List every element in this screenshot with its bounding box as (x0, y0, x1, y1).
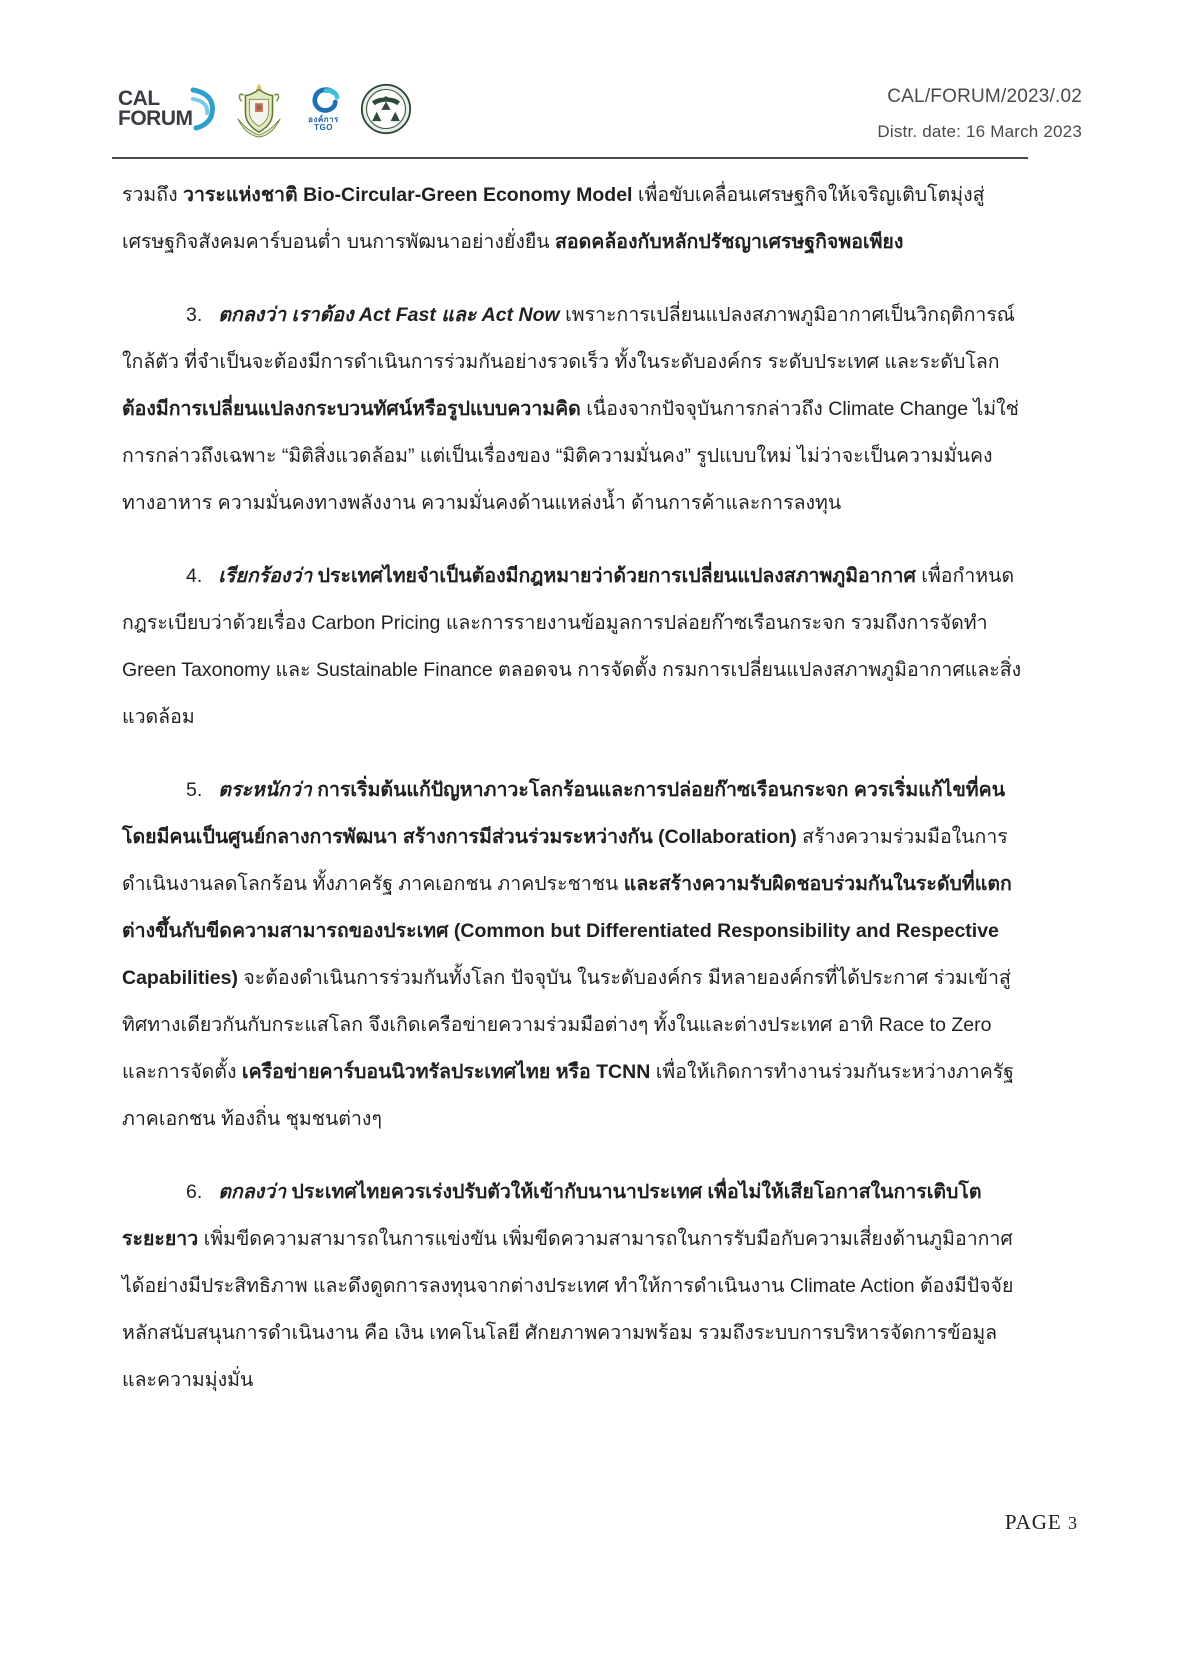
paragraph-4 (122, 553, 1022, 741)
tgo-logo-line1: องค์การ (308, 115, 339, 124)
onep-circular-emblem-icon (360, 83, 412, 135)
page-header (118, 72, 1082, 150)
paragraph-6-text: ตกลงว่า ประเทศไทยควรเร่งปรับตัวให้เข้ากับนานาประเทศ เพื่อไม่ให้เสียโอกาสในการเติบโตระยะยาว เพิ่มขีดความสามารถในการแข่งขัน เพิ่มขีดความสามารถในการรับมือกับความเสี่ยงด้านภูมิอากาศได้อย่างมีประสิทธิภาพ และดึงดูดการลงทุนจากต่างประเทศ ทำให้การดำเนินงาน Climate Action ต้องมีปัจจัยหลักสนับสนุนการดำเนินงาน คือ เงิน เทคโนโลยี ศักยภาพความพร้อม รวมถึงระบบการบริหารจัดการข้อมูล และความมุ่งมั่น (122, 1181, 1014, 1391)
logo-strip (118, 72, 412, 138)
cal-forum-logo (118, 82, 216, 136)
paragraph-3-number: 3. (186, 304, 203, 326)
document-body (122, 172, 1022, 1404)
paragraph-6 (122, 1169, 1022, 1404)
paragraph-3-text: ตกลงว่า เราต้อง Act Fast และ Act Now เพราะการเปลี่ยนแปลงสภาพภูมิอากาศเป็นวิกฤติการณ์ใกล้ตัว ที่จำเป็นจะต้องมีการดำเนินการร่วมกันอย่างรวดเร็ว ทั้งในระดับองค์กร ระดับประเทศ และระดับโลก ต้องมีการเปลี่ยนแปลงกระบวนทัศน์หรือรูปแบบความคิด เนื่องจากปัจจุบันการกล่าวถึง Climate Change ไม่ใช่การกล่าวถึงเฉพาะ “มิติสิ่งแวดล้อม” แต่เป็นเรื่องของ “มิติความมั่นคง” รูปแบบใหม่ ไม่ว่าจะเป็นความมั่นคงทางอาหาร ความมั่นคงทางพลังงาน ความมั่นคงด้านแหล่งน้ำ ด้านการค้าและการลงทุน (122, 304, 1019, 514)
page-label: PAGE (1004, 1510, 1062, 1534)
header-divider (112, 157, 1028, 159)
tgo-c-swirl-icon (304, 86, 344, 116)
paragraph-5-text: ตระหนักว่า การเริ่มต้นแก้ปัญหาภาวะโลกร้อนและการปล่อยก๊าซเรือนกระจก ควรเริ่มแก้ไขที่คน โดยมีคนเป็นศูนย์กลางการพัฒนา สร้างการมีส่วนร่วมระหว่างกัน (Collaboration) สร้างความร่วมมือในการดำเนินงานลดโลกร้อน ทั้งภาครัฐ ภาคเอกชน ภาคประชาชน และสร้างความรับผิดชอบร่วมกันในระดับที่แตกต่างขึ้นกับขีดความสามารถของประเทศ (Common but Differentiated Responsibility and Respective Capabilities) จะต้องดำเนินการร่วมกันทั้งโลก ปัจจุบัน ในระดับองค์กร มีหลายองค์กรที่ได้ประกาศ ร่วมเข้าสู่ทิศทางเดียวกันกับกระแสโลก จึงเกิดเครือข่ายความร่วมมือต่างๆ ทั้งในและต่างประเทศ อาทิ Race to Zero และการจัดตั้ง เครือข่ายคาร์บอนนิวทรัลประเทศไทย หรือ TCNN เพื่อให้เกิดการทำงานร่วมกันระหว่างภาครัฐ ภาคเอกชน ท้องถิ่น ชุมชนต่างๆ (122, 779, 1015, 1130)
document-reference: CAL/FORUM/2023/.02 (887, 86, 1082, 107)
paragraph-5 (122, 767, 1022, 1143)
paragraph-3 (122, 292, 1022, 527)
paragraph-4-number: 4. (186, 565, 203, 587)
paragraph-6-number: 6. (186, 1181, 203, 1203)
cal-forum-logo-line1: CAL (118, 87, 160, 110)
cal-forum-logo-line2: FORUM (118, 107, 193, 130)
paragraph-5-number: 5. (186, 779, 203, 801)
paragraph-4-text: เรียกร้องว่า ประเทศไทยจำเป็นต้องมีกฎหมายว่าด้วยการเปลี่ยนแปลงสภาพภูมิอากาศ เพื่อกำหนดกฎระเบียบว่าด้วยเรื่อง Carbon Pricing และการรายงานข้อมูลการปล่อยก๊าซเรือนกระจก รวมถึงการจัดทำ Green Taxonomy และ Sustainable Finance ตลอดจน การจัดตั้ง กรมการเปลี่ยนแปลงสภาพภูมิอากาศและสิ่งแวดล้อม (122, 565, 1022, 728)
page-footer (1005, 1510, 1078, 1535)
paragraph-intro: รวมถึง วาระแห่งชาติ Bio-Circular-Green Economy Model เพื่อขับเคลื่อนเศรษฐกิจให้เจริญเติบโตมุ่งสู่เศรษฐกิจสังคมคาร์บอนต่ำ บนการพัฒนาอย่างยั่งยืน สอดคล้องกับหลักปรัชญาเศรษฐกิจพอเพียง (122, 184, 985, 253)
tgo-logo-line2: TGO (314, 123, 333, 132)
thailand-ministry-emblem-icon (230, 80, 288, 138)
distribution-date: Distr. date: 16 March 2023 (877, 122, 1082, 141)
cal-swoosh-icon (190, 87, 216, 131)
tgo-logo (302, 86, 346, 132)
document-metadata (877, 72, 1082, 142)
page-number: 3 (1068, 1513, 1078, 1533)
